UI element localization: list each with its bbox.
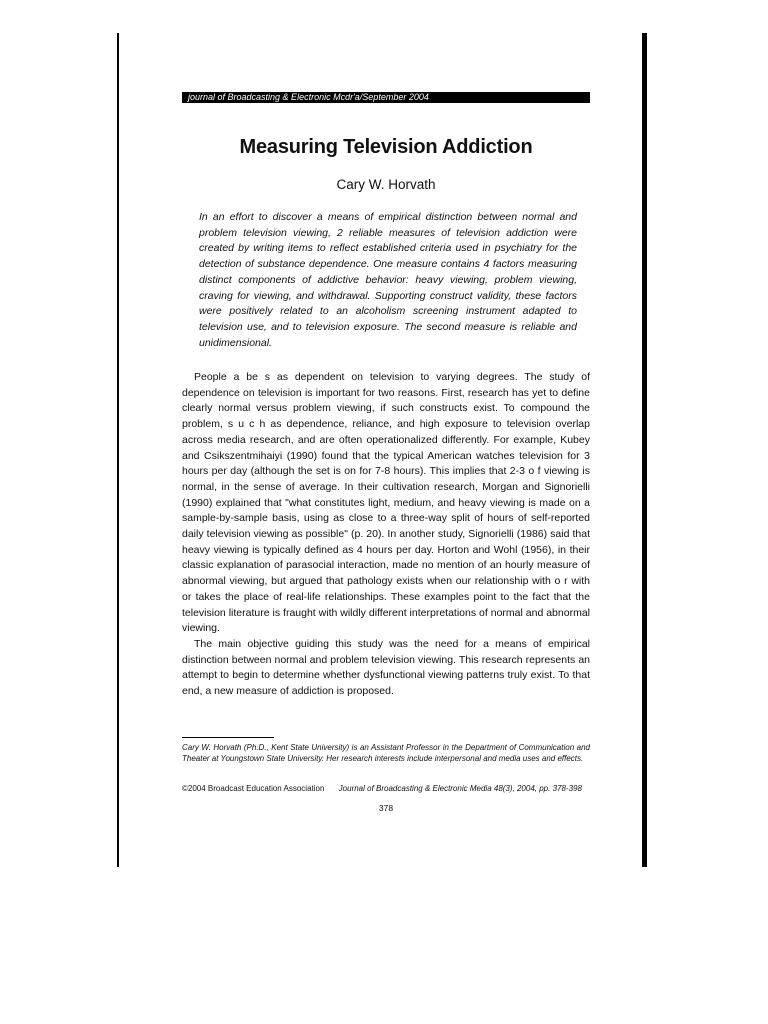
article-author: Cary W. Horvath: [336, 177, 436, 192]
body-paragraph-1: People a be s as dependent on television to varying degrees. The study of dependence on television is important for two reasons. First, research has yet to define clearly normal versus problem viewing, if such constructs exist. To compound the problem, s u c h as dependence, reliance, and high exposure to television overlap across media research, and are often operationalized differently. For example, Kubey and Csikszentmihaiyi (1990) found that the typical American watches television for 3 hours per day (although the set is on for 7-8 hours). This implies that 2-3 o f viewing is normal, in the sense of average. In their cultivation research, Morgan and Signorielli (1990) explained that "what constitutes light, medium, and heavy viewing is made on a sample-by-sample basis, using as close to a three-way split of hours of self-reported daily television viewing as possible" (p. 20). In another study, Signorielli (1986) said that heavy viewing is typically defined as 4 hours per day. Horton and Wohl (1956), in their classic explanation of parasocial interaction, made no mention of an hourly measure of abnormal viewing, but argued that pathology exists when our relationship with o r with or takes the place of real-life relationships. These examples point to the fact that the television literature is fraught with wildly different interpretations of normal and abnormal viewing.: [182, 371, 590, 635]
article-body: [182, 370, 590, 700]
journal-citation: Journal of Broadcasting & Electronic Media 48(3), 2004, pp. 378-398: [338, 784, 582, 793]
copyright-notice: ©2004 Broadcast Education Association: [182, 784, 325, 793]
running-head: journal of Broadcasting & Electronic Mcdr'a/September 2004: [182, 92, 590, 103]
page-number: 378: [378, 803, 394, 813]
scan-left-border: [117, 33, 119, 867]
abstract: In an effort to discover a means of empirical distinction between normal and problem television viewing, 2 reliable measures of television addiction were created by writing items to reflect established criteria used in psychiatry for the detection of substance dependence. One measure contains 4 factors measuring distinct components of addictive behavior: heavy viewing, problem viewing, craving for viewing, and withdrawal. Supporting construct validity, these factors were positively related to an alcoholism screening instrument adapted to television use, and to television exposure. The second measure is reliable and unidimensional.: [199, 211, 577, 349]
body-paragraph-2: The main objective guiding this study was the need for a means of empirical distinction between normal and problem television viewing. This research represents an attempt to begin to determine whether dysfunctional viewing patterns truly exist. To that end, a new measure of addiction is proposed.: [182, 637, 590, 698]
footnote-divider: [182, 737, 274, 738]
copyright-line: [182, 783, 590, 794]
scan-right-border: [642, 33, 647, 867]
author-footnote: Cary W. Horvath (Ph.D., Kent State University) is an Assistant Professor in the Department of Communication and Theater at Youngstown State University. Her research interests include interpersonal and media uses and effects.: [182, 743, 590, 763]
article-title: Measuring Television Addiction: [239, 136, 533, 158]
